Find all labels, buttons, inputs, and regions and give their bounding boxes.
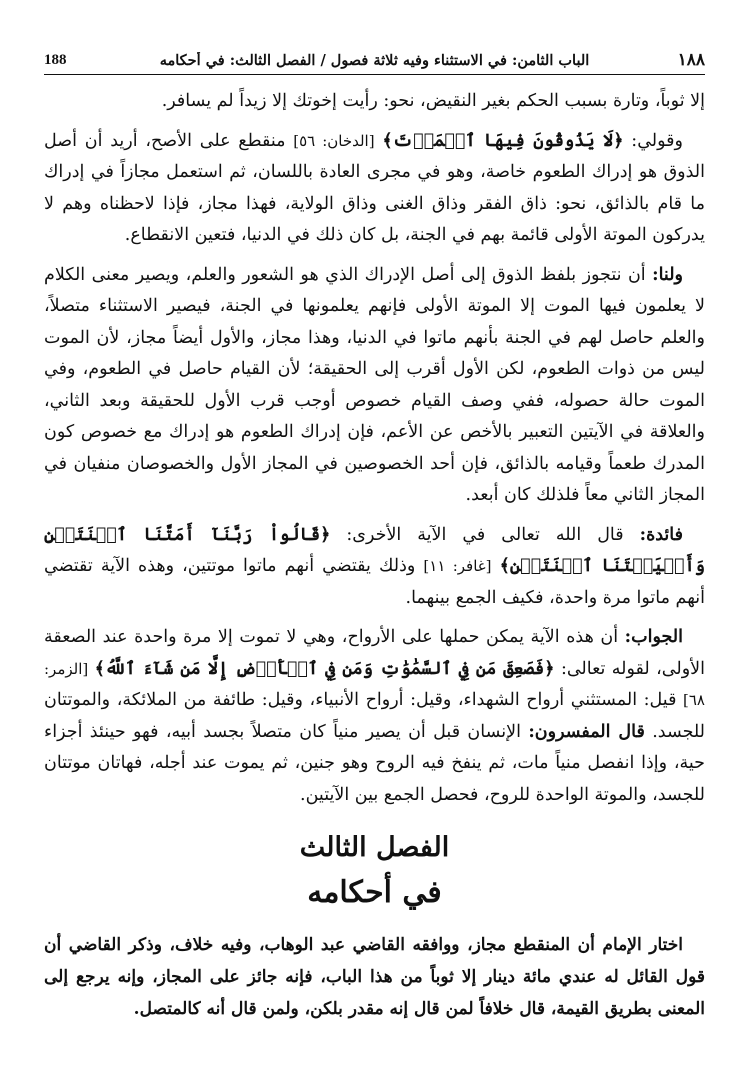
paragraph-5-keyword-2: قال المفسرون: — [528, 721, 645, 742]
verse-reference-2: [غافر: ١١] — [423, 557, 492, 575]
paragraph-2-text: منقطع على الأصح، أريد أن أصل الذوق هو إدراك الطعوم خاصة، وهو في مجرى العادة باللسان، ثم استعمل مجازاً في إدراك ما قام بالذائق، نحو: ذاق الفقر وذاق الغنى وذاق الولاية، فهذا مجاز، فإذا لاحظناه وهم لا يدركون الموتة الأولى قائمة بهم في الجنة، بل كان ذلك في الدنيا، فتعين الانقطاع. — [44, 130, 706, 245]
chapter-subtitle: في أحكامه — [307, 875, 442, 910]
quran-verse-1: ﴿لَا يَذُوقُونَ فِيهَا ٱلۡمَوۡتَ﴾ — [382, 130, 624, 151]
closing-paragraph-text: اختار الإمام أن المنقطع مجاز، ووافقه القاضي عبد الوهاب، وفيه خلاف، وذكر القاضي أن قول القائل له عندي مائة دينار إلا ثوباً من هذا الباب، فإنه جائز على المجاز، وإنه يرجع إلى المعنى بطريق القيمة، قال خلافاً لمن قال إنه مقدر بلكن، ولمن قال أنه كالمتصل. — [44, 935, 705, 1019]
paragraph-5 — [44, 622, 705, 811]
paragraph-3 — [44, 260, 705, 512]
page-number-latin: 188 — [44, 52, 67, 68]
paragraph-4-keyword: فائدة: — [639, 524, 683, 545]
running-header — [44, 44, 705, 75]
paragraph-4-text: وذلك يقتضي أنهم ماتوا موتتين، وهذه الآية تقتضي أنهم ماتوا مرة واحدة، فكيف الجمع بينهما. — [44, 556, 705, 608]
paragraph-5-keyword: الجواب: — [624, 627, 683, 647]
page-number-arabic: ١٨٨ — [677, 50, 705, 70]
chapter-title: الفصل الثالث — [299, 832, 450, 863]
paragraph-2-lead: وقولي: — [631, 130, 683, 151]
closing-paragraph — [44, 929, 705, 1025]
page-body — [44, 86, 705, 1055]
quran-verse-3: ﴿فَصَعِقَ مَن فِي ٱلسَّمَٰوَٰتِ وَمَن فِي ٱلۡأَرۡضِ إِلَّا مَن شَآءَ ٱللَّهُ﴾ — [94, 658, 555, 679]
paragraph-3-keyword: ولنا: — [652, 264, 683, 285]
header-title: الباب الثامن: في الاستثناء وفيه ثلاثة فصول / الفصل الثالث: في أحكامه — [159, 52, 590, 69]
verse-reference-1: [الدخان: ٥٦] — [293, 131, 375, 150]
verse-reference-3: [الزمر: ٦٨] — [44, 659, 705, 709]
paragraph-4 — [44, 520, 705, 615]
paragraph-1 — [44, 86, 705, 118]
paragraph-4-lead: قال الله تعالى في الآية الأخرى: — [346, 524, 624, 545]
quran-verse-2: ﴿قَالُواْ رَبَّنَآ أَمَتَّنَا ٱثۡنَتَيۡنِ وَأَحۡيَيۡتَنَا ٱثۡنَتَيۡنِ﴾ — [44, 524, 705, 576]
paragraph-5-text-2: قيل: المستثني أرواح الشهداء، وقيل: أرواح الأنبياء، وقيل: طائفة من الملائكة، والموتتان للجسد. — [44, 690, 705, 742]
paragraph-5-text-1: أن هذه الآية يمكن حملها على الأرواح، وهي لا تموت إلا مرة واحدة عند الصعقة الأولى، لقوله تعالى: — [44, 627, 705, 679]
paragraph-2 — [44, 126, 705, 252]
paragraph-5-text-3: الإنسان قبل أن يصير منياً كان متصلاً بجسد أبيه، فهو حينئذ أجزاء حية، وإذا انفصل منياً مات، ثم ينفخ فيه الروح وهو جنين، ثم يموت عند أجله، فهاتان موتتان للجسد، والموتة الواحدة للروح، فحصل الجمع بين الآيتين. — [44, 721, 705, 805]
paragraph-1-text: إلا ثوباً، وتارة بسبب الحكم بغير النقيض، نحو: رأيت إخوتك إلا زيداً لم يسافر. — [161, 91, 705, 111]
paragraph-3-text: أن نتجوز بلفظ الذوق إلى أصل الإدراك الذي هو الشعور والعلم، ويصير معنى الكلام لا يعلمون فيها الموت إلا الموتة الأولى فإنهم يعلمونها في الجنة، فيصير الاستثناء متصلاً، والعلم حاصل لهم في الجنة بأنهم ماتوا في الدنيا، وهذا مجاز، والأول أيضاً مجاز، لأن الموت ليس من ذوات الطعوم، لكن الأول أقرب إلى الحقيقة؛ لأن القيام حاصل في الطعوم، وفي الموت حالة حصوله، ففي وصف القيام خصوص أوجب قرب الأول للحقيقة وبعد الثاني، والعلاقة في الآيتين التعبير بالأخص عن الأعم، فإن إدراك الطعوم هو إدراك مع خصوص كون المدرك طعماً وقيامه بالذائق، فإن أحد الخصوصين في المجاز الأول والخصوصان منفيان في المجاز الثاني معاً فلذلك كان أبعد. — [44, 264, 705, 505]
